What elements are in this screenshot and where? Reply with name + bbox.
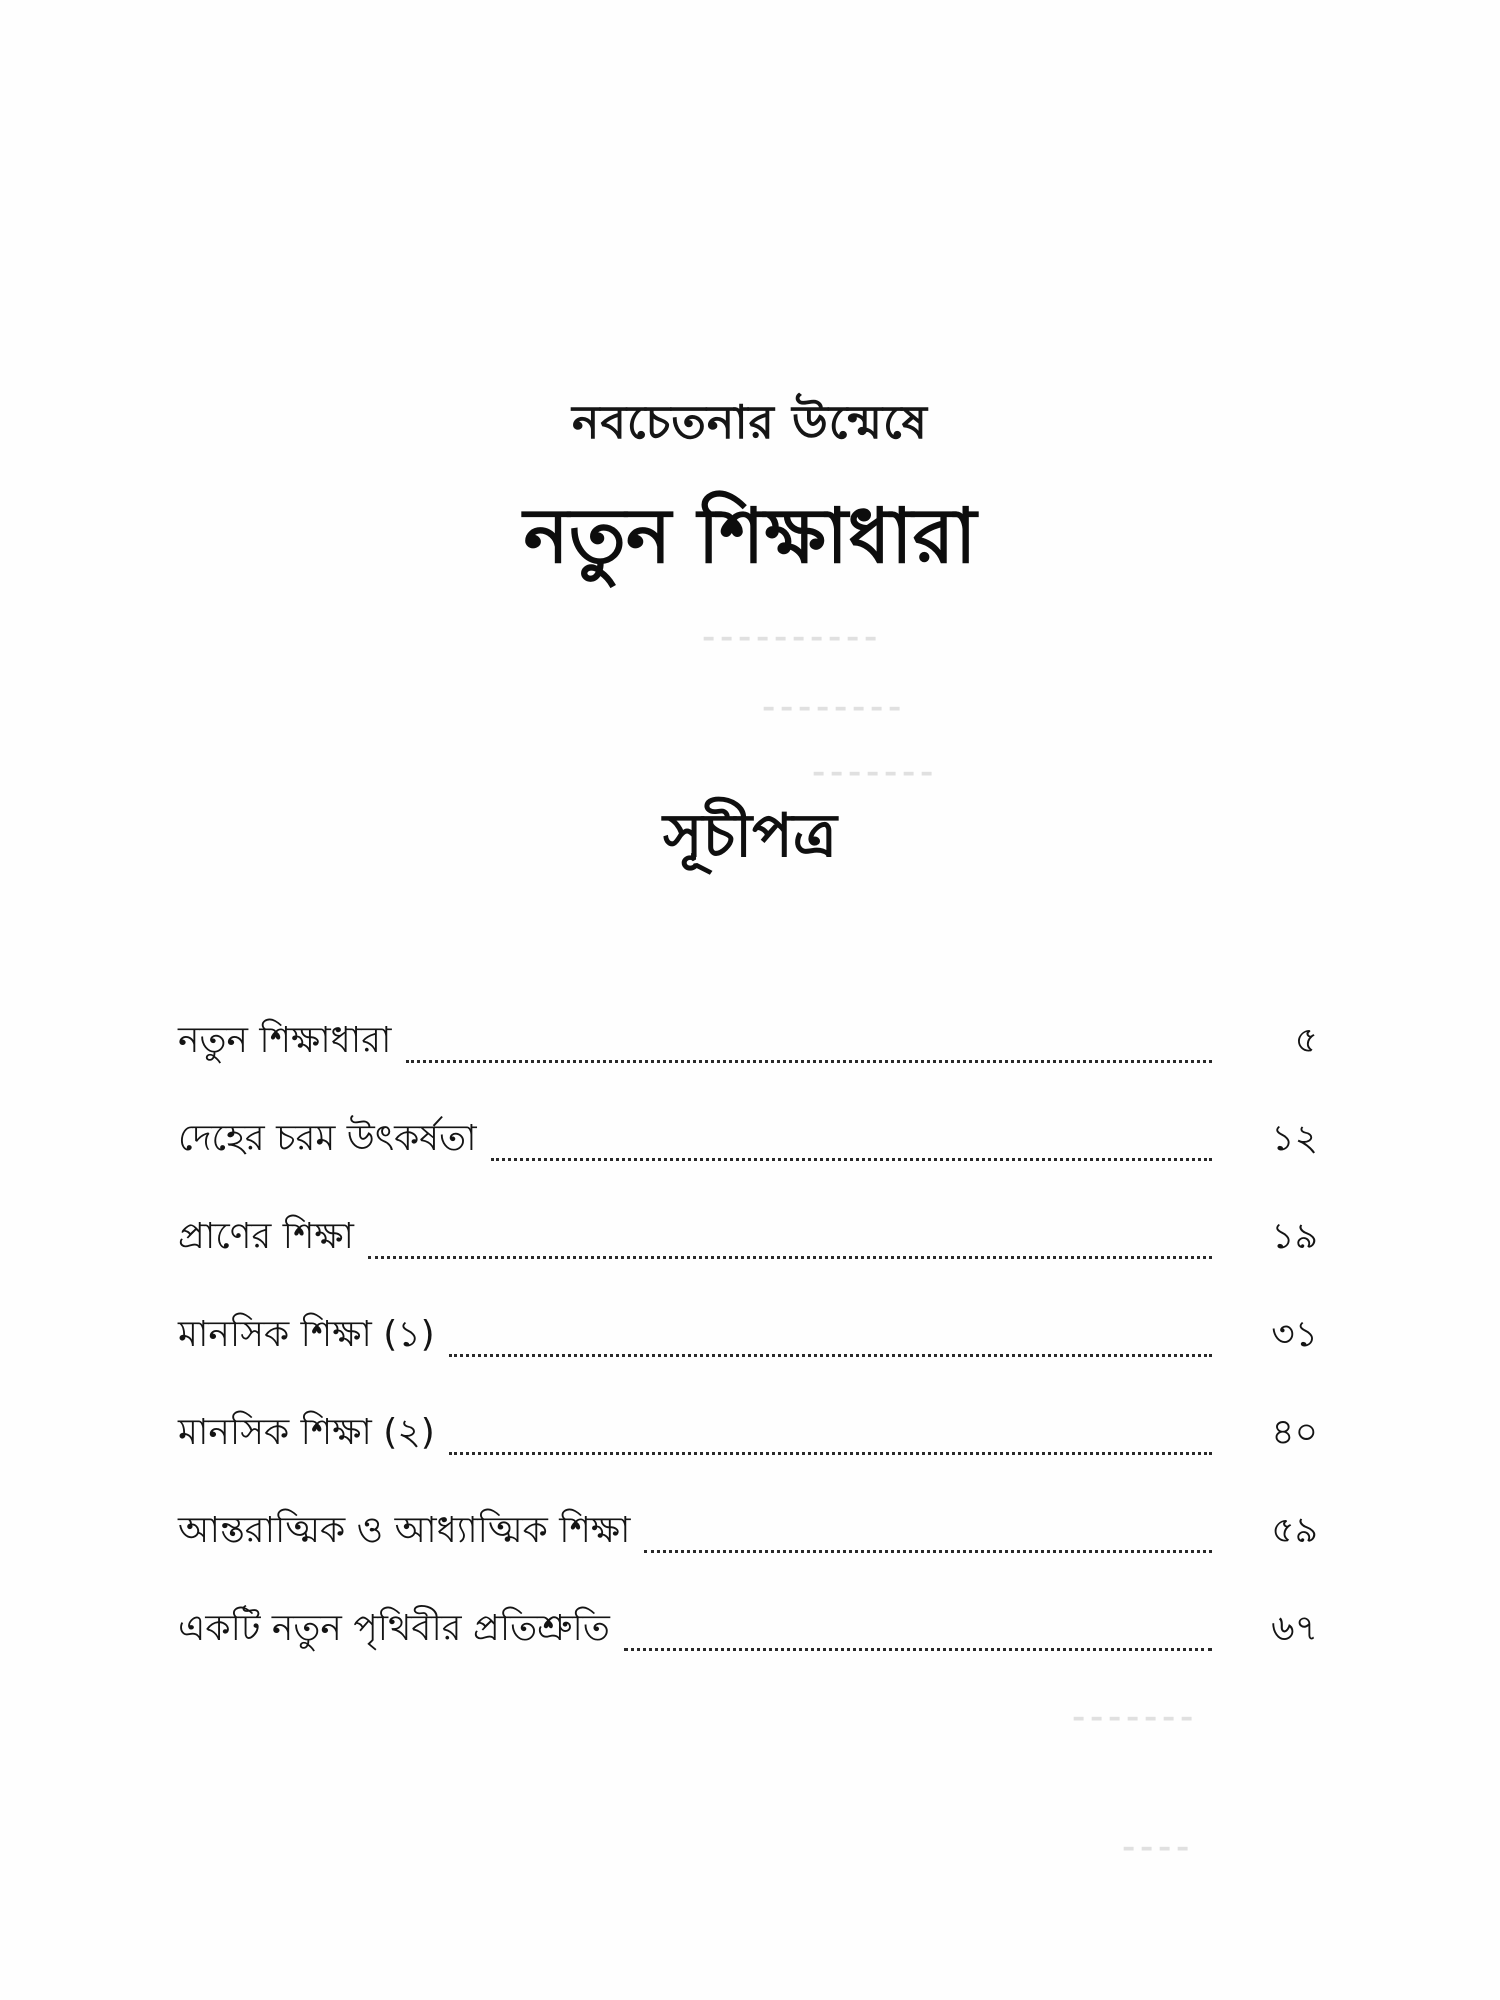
- toc-entry-title: দেহের চরম উৎকর্ষতা: [178, 1118, 477, 1159]
- toc-entry: [178, 1465, 1318, 1563]
- toc-leader-dots: [644, 1550, 1212, 1553]
- show-through-mark: ⁃⁃⁃⁃⁃⁃⁃⁃: [760, 690, 904, 730]
- toc-leader-dots: [449, 1452, 1212, 1455]
- show-through-mark: ⁃⁃⁃⁃⁃⁃⁃: [1070, 1700, 1196, 1740]
- toc-leader-dots: [491, 1158, 1212, 1161]
- show-through-mark: ⁃⁃⁃⁃⁃⁃⁃⁃⁃⁃: [700, 620, 880, 660]
- toc-entry-page: ৩১: [1271, 1314, 1318, 1355]
- toc-leader-dots: [406, 1060, 1213, 1063]
- toc-entry-page: ৪০: [1271, 1412, 1318, 1453]
- toc-entry-page: ৫: [1294, 1020, 1318, 1061]
- show-through-mark: ⁃⁃⁃⁃: [1120, 1830, 1192, 1870]
- toc-entry-title: মানসিক শিক্ষা (২): [178, 1412, 435, 1453]
- toc-entry: [178, 1269, 1318, 1367]
- toc-entry-page: ৫৯: [1271, 1510, 1318, 1551]
- toc-leader-dots: [368, 1256, 1212, 1259]
- toc-leader-dots: [449, 1354, 1212, 1357]
- book-title: নতুন শিক্ষাধারা: [523, 491, 977, 580]
- toc-entry: [178, 1563, 1318, 1661]
- toc-entry-title: আন্তরাত্মিক ও আধ্যাত্মিক শিক্ষা: [178, 1510, 631, 1551]
- show-through-mark: ⁃⁃⁃⁃⁃⁃⁃: [810, 755, 936, 795]
- toc-entry: [178, 975, 1318, 1073]
- toc-entry: [178, 1171, 1318, 1269]
- book-subtitle: নবচেতনার উন্মেষে: [572, 395, 928, 449]
- toc-entry: [178, 1367, 1318, 1465]
- toc-entry-page: ১৯: [1271, 1216, 1318, 1257]
- toc-entry-title: নতুন শিক্ষাধারা: [178, 1020, 392, 1061]
- toc-entry: [178, 1073, 1318, 1171]
- toc-entry-title: একটি নতুন পৃথিবীর প্রতিশ্রুতি: [178, 1608, 610, 1649]
- contents-heading: সূচীপত্র: [663, 801, 837, 871]
- toc-entry-title: প্রাণের শিক্ষা: [178, 1216, 354, 1257]
- toc-leader-dots: [624, 1648, 1212, 1651]
- table-of-contents: [178, 975, 1318, 1661]
- toc-entry-page: ১২: [1271, 1118, 1318, 1159]
- toc-entry-title: মানসিক শিক্ষা (১): [178, 1314, 435, 1355]
- toc-entry-page: ৬৭: [1271, 1608, 1318, 1649]
